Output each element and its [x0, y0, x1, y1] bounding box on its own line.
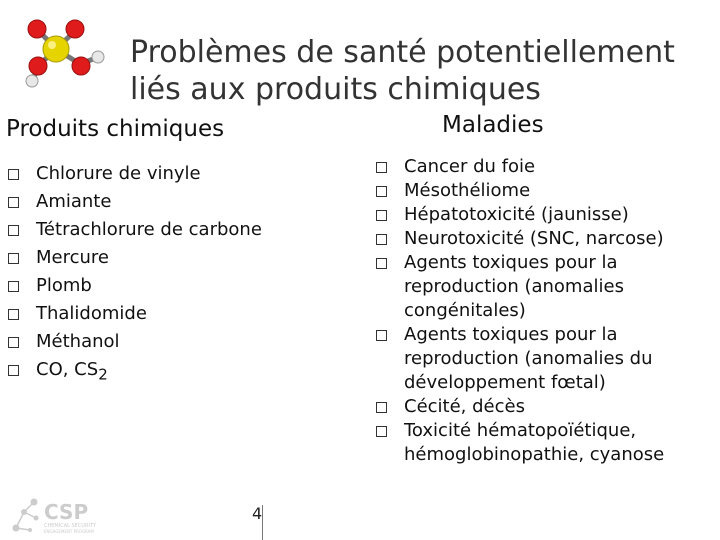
- page-title: [130, 34, 710, 108]
- title-line-2: liés aux produits chimiques: [130, 72, 541, 107]
- checkbox-bullet-icon: [376, 234, 387, 245]
- list-item: [376, 227, 716, 251]
- list-item: [8, 190, 338, 214]
- csp-logo-subtext-1: CHEMICAL SECURITY: [44, 523, 97, 529]
- list-item: [8, 330, 338, 354]
- disease-label: Cancer du foie: [404, 156, 536, 177]
- list-item: [8, 162, 338, 186]
- list-item: [376, 395, 716, 419]
- csp-logo-subtext-2: ENGAGEMENT PROGRAM: [44, 529, 94, 534]
- chemicals-list: [8, 162, 338, 391]
- list-item: [376, 323, 716, 395]
- list-item: [8, 358, 338, 387]
- checkbox-bullet-icon: [376, 330, 387, 341]
- checkbox-bullet-icon: [376, 186, 387, 197]
- page-number: 4: [252, 504, 263, 523]
- footer-divider: [262, 505, 263, 540]
- checkbox-bullet-icon: [376, 402, 387, 413]
- disease-label: Cécité, décès: [404, 396, 525, 417]
- checkbox-bullet-icon: [8, 225, 19, 236]
- chemical-label: Thalidomide: [36, 303, 147, 324]
- checkbox-bullet-icon: [8, 169, 19, 180]
- checkbox-bullet-icon: [8, 281, 19, 292]
- list-item: [8, 246, 338, 270]
- chemical-label: Plomb: [36, 275, 92, 296]
- list-item: [8, 274, 338, 298]
- chemicals-heading: Produits chimiques: [6, 116, 225, 142]
- chemical-label: Amiante: [36, 191, 112, 212]
- checkbox-bullet-icon: [376, 426, 387, 437]
- chemical-label: CO, CS: [36, 359, 99, 380]
- disease-label: Neurotoxicité (SNC, narcose): [404, 228, 664, 249]
- chemical-label: Mercure: [36, 247, 109, 268]
- disease-label: Agents toxiques pour la reproduction (anomalies congénitales): [404, 252, 624, 321]
- list-item: [376, 179, 716, 203]
- subscript: 2: [98, 365, 108, 384]
- list-item: [8, 218, 338, 242]
- checkbox-bullet-icon: [8, 197, 19, 208]
- chemical-label: Chlorure de vinyle: [36, 163, 201, 184]
- csp-logo-text: CSP: [44, 500, 89, 524]
- chemical-label: Méthanol: [36, 331, 120, 352]
- list-item: [376, 251, 716, 323]
- diseases-heading: Maladies: [442, 112, 544, 138]
- molecule-icon: [8, 6, 118, 91]
- list-item: [376, 155, 716, 179]
- disease-label: Mésothéliome: [404, 180, 531, 201]
- list-item: [376, 419, 716, 467]
- diseases-list: [376, 155, 716, 467]
- disease-label: Agents toxiques pour la reproduction (anomalies du développement fœtal): [404, 324, 653, 393]
- checkbox-bullet-icon: [376, 162, 387, 173]
- disease-label: Hépatotoxicité (jaunisse): [404, 204, 629, 225]
- checkbox-bullet-icon: [8, 337, 19, 348]
- list-item: [8, 302, 338, 326]
- list-item: [376, 203, 716, 227]
- checkbox-bullet-icon: [376, 210, 387, 221]
- disease-label: Toxicité hématopoïétique, hémoglobinopathie, cyanose: [404, 420, 665, 465]
- csp-logo: [8, 492, 128, 536]
- checkbox-bullet-icon: [376, 258, 387, 269]
- checkbox-bullet-icon: [8, 365, 19, 376]
- checkbox-bullet-icon: [8, 253, 19, 264]
- title-line-1: Problèmes de santé potentiellement: [130, 35, 675, 70]
- checkbox-bullet-icon: [8, 309, 19, 320]
- chemical-label: Tétrachlorure de carbone: [36, 219, 262, 240]
